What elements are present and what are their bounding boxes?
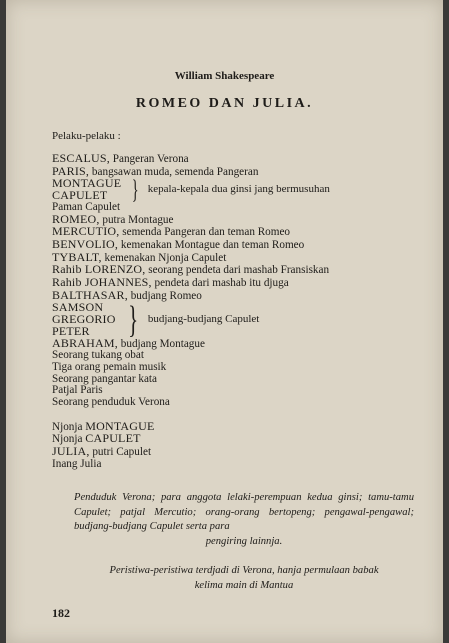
cast-entry: Patjal Paris [52, 384, 103, 397]
brace-symbol: } [127, 298, 138, 341]
cast-entry: ROMEO, putra Montague [52, 211, 174, 226]
book-page [6, 0, 443, 643]
cast-entry: TYBALT, kemenakan Njonja Capulet [52, 249, 227, 264]
cast-entry: Njonja CAPULET [52, 431, 141, 446]
cast-entry: MERCUTIO, semenda Pangeran dan teman Romeo [52, 224, 291, 239]
stage-note-extras: Penduduk Verona; para anggota lelaki-perempuan kedua ginsi; tamu-tamu Capulet; patjal Mercutio; orang-orang bertopeng; pengawal-pengawal; budjang-budjang Capulet serta para pengiring lainnja. [74, 492, 414, 547]
cast-entry: JULIA, putri Capulet [52, 444, 152, 459]
cast-entry: PARIS, bangsawan muda, semenda Pangeran [52, 163, 259, 178]
cast-name: PETER [52, 323, 90, 338]
cast-name: SAMSON [52, 300, 104, 315]
cast-desc: kepala-kepala dua ginsi jang bermusuhan [147, 183, 330, 196]
play-title: ROMEO DAN JULIA. [135, 96, 314, 111]
cast-group [52, 298, 432, 341]
cast-name: CAPULET [52, 188, 108, 203]
stage-note-setting: Peristiwa-peristiwa terdjadi di Verona, hanja permulaan babak kelima main di Mantua [109, 565, 379, 591]
cast-list [52, 153, 432, 471]
cast-desc: budjang-budjang Capulet [147, 313, 260, 326]
cast-entry: Njonja MONTAGUE [52, 418, 155, 433]
cast-entry: Rahib JOHANNES, pendeta dari mashab itu djuga [52, 275, 289, 290]
cast-entry: Seorang pangantar kata [52, 372, 158, 385]
cast-entry: ESCALUS, Pangeran Verona [52, 151, 189, 165]
cast-name: MONTAGUE [52, 176, 122, 191]
cast-entry: Seorang penduduk Verona [52, 396, 170, 409]
cast-entry: Rahib LORENZO, seorang pendeta dari mashab Fransiskan [52, 262, 330, 277]
cast-entry: BALTHASAR, budjang Romeo [52, 287, 202, 302]
cast-entry: Paman Capulet [52, 200, 121, 213]
author-name: William Shakespeare [174, 70, 275, 82]
cast-entry: Seorang tukang obat [52, 349, 144, 362]
cast-entry: Inang Julia [52, 457, 102, 470]
section-label: Pelaku-pelaku : [52, 130, 121, 142]
page-number: 182 [52, 606, 70, 620]
cast-entry: BENVOLIO, kemenakan Montague dan teman Romeo [52, 236, 305, 251]
cast-group [52, 175, 432, 205]
cast-entry: ABRAHAM, budjang Montague [52, 335, 205, 350]
cast-name: GREGORIO [52, 312, 116, 327]
brace-symbol: } [132, 175, 139, 205]
cast-entry: Tiga orang pemain musik [52, 360, 167, 373]
